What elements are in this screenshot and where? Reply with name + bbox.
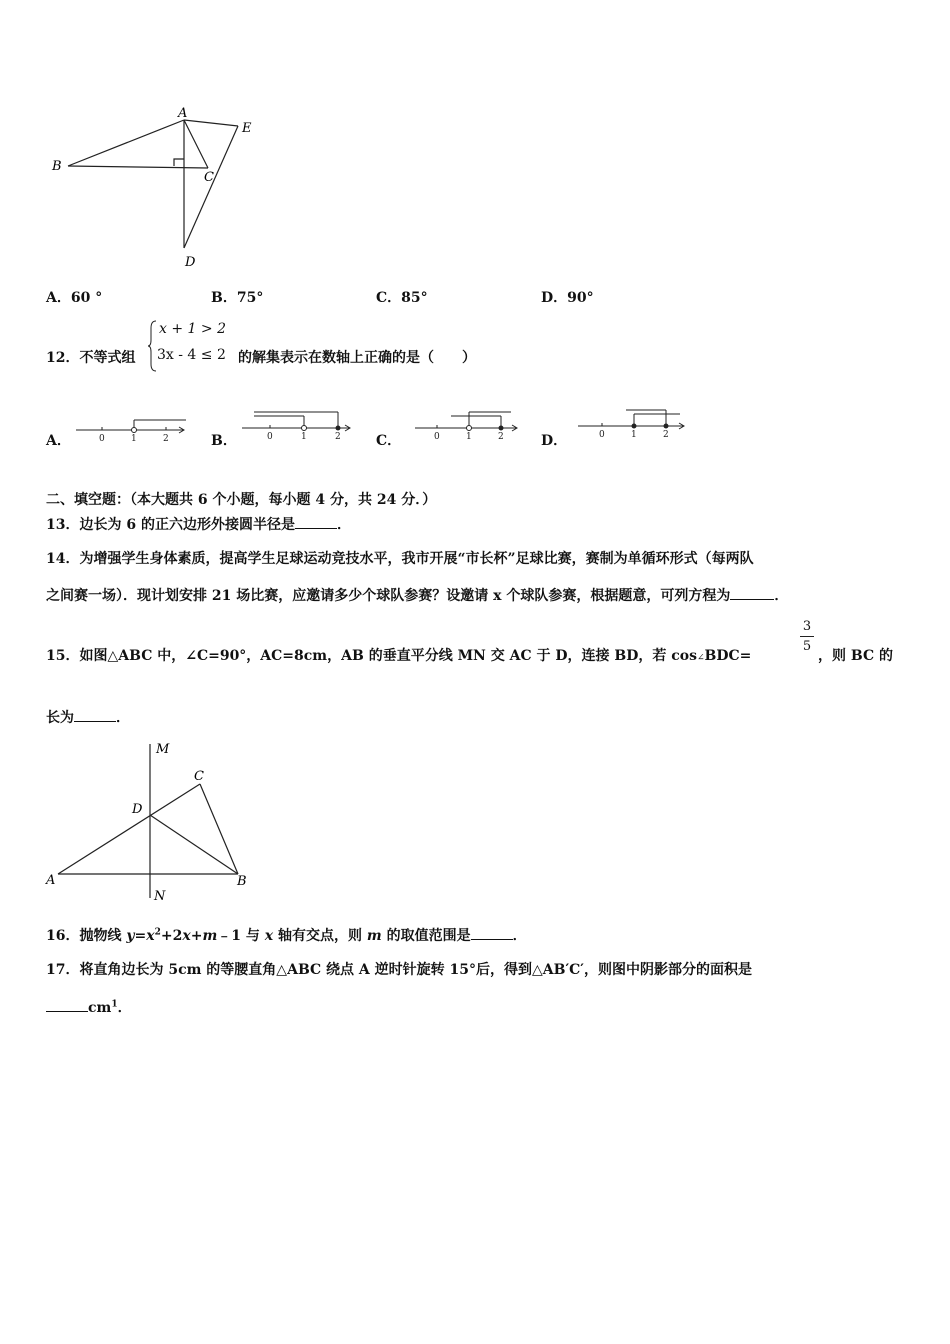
q14-line2: 之间赛一场）．现计划安排 21 场比赛，应邀请多少个球队参赛？设邀请 x 个球队参赛，根据题意，可列方程为 ． — [46, 588, 789, 604]
q17-line2: $cm^1$． — [46, 997, 132, 1017]
q12-option-b-label: B． — [211, 433, 237, 449]
q12-option-b-numberline[interactable] — [240, 406, 355, 442]
label-a: A — [46, 873, 56, 888]
svg-text:2: 2 — [498, 432, 504, 442]
q12-inequality-system — [148, 320, 238, 372]
q17-line1: 17．将直角边长为 5cm 的等腰直角△ABC 绕点 A 逆时针旋转 15°后，得到△AB′C′，则图中阴影部分的面积是 — [46, 962, 752, 978]
q12-line1: x + 1 > 2 — [159, 321, 226, 337]
q15-line1: 15．如图△ABC 中，∠C=90°，AC=8cm，AB 的垂直平分线 MN 交 AC 于 D，连接 BD，若 cos∠BDC= — [46, 648, 752, 664]
svg-text:0: 0 — [599, 430, 605, 440]
q11-figure — [40, 100, 270, 275]
fraction-numerator: 3 — [802, 619, 812, 634]
right-angle-mark — [174, 159, 184, 166]
label-c: C — [204, 170, 214, 185]
segment-ae — [184, 120, 238, 126]
segment-ac — [58, 784, 200, 874]
q13-text: 13．边长为 6 的正六边形外接圆半径是 ． — [46, 517, 351, 533]
svg-text:2: 2 — [163, 434, 169, 444]
q15-fraction — [800, 619, 814, 654]
label-c: C — [194, 769, 204, 784]
q15-figure — [40, 740, 255, 908]
label-b: B — [237, 874, 247, 889]
segment-ab — [68, 120, 184, 166]
label-b: B — [52, 159, 62, 174]
q12-prefix: 12．不等式组 — [46, 350, 136, 366]
q12-suffix: 的解集表示在数轴上正确的是（ ） — [238, 350, 476, 366]
q13-answer-blank[interactable] — [295, 516, 337, 529]
q11-option-b: B．75° — [211, 290, 264, 306]
q16-text: 16．抛物线 $y=x^2+2x+m﹣1$ 与 x 轴有交点，则 m 的取值范围是 ． — [46, 927, 527, 944]
svg-text:1: 1 — [131, 434, 137, 444]
q12-option-a-numberline[interactable] — [74, 412, 189, 444]
q17-answer-blank[interactable] — [46, 999, 88, 1012]
q12-line2: 3x - 4 ≤ 2 — [157, 347, 226, 363]
label-e: E — [242, 121, 252, 136]
q15-answer-blank[interactable] — [74, 709, 116, 722]
brace-icon — [148, 320, 158, 372]
svg-text:0: 0 — [434, 432, 440, 442]
section-heading: 二、填空题：（本大题共 6 个小题，每小题 4 分，共 24 分．） — [46, 492, 437, 508]
q12-option-c-numberline[interactable] — [405, 406, 523, 442]
label-n: N — [154, 889, 166, 904]
label-d: D — [185, 255, 196, 270]
q15-line2: 长为 ． — [46, 710, 130, 726]
svg-text:1: 1 — [301, 432, 307, 442]
q11-option-a: A．60 ° — [46, 290, 103, 306]
label-a: A — [178, 106, 188, 121]
q12-option-d-numberline[interactable] — [572, 404, 690, 440]
q12-option-c-label: C． — [376, 433, 402, 449]
svg-text:1: 1 — [631, 430, 637, 440]
q11-option-c: C．85° — [376, 290, 428, 306]
svg-text:2: 2 — [663, 430, 669, 440]
q11-option-d: D．90° — [541, 290, 594, 306]
svg-text:0: 0 — [267, 432, 273, 442]
fraction-denominator: 5 — [802, 639, 812, 654]
segment-db — [150, 815, 238, 874]
segment-ac — [184, 120, 208, 168]
q14-answer-blank[interactable] — [730, 587, 774, 600]
segment-cb — [200, 784, 238, 874]
q16-answer-blank[interactable] — [471, 927, 513, 940]
q14-line1: 14．为增强学生身体素质，提高学生足球运动竞技水平，我市开展“市长杯”足球比赛，赛制为单循环形式（每两队 — [46, 551, 754, 567]
segment-bc — [68, 166, 208, 168]
label-m: M — [156, 742, 170, 757]
segment-ed — [184, 126, 238, 248]
svg-text:0: 0 — [99, 434, 105, 444]
svg-text:2: 2 — [335, 432, 341, 442]
q15-line1-end: ，则 BC 的 — [818, 648, 893, 664]
q12-option-d-label: D． — [541, 433, 568, 449]
q12-option-a-label: A． — [46, 433, 71, 449]
svg-text:1: 1 — [466, 432, 472, 442]
label-d: D — [132, 802, 143, 817]
